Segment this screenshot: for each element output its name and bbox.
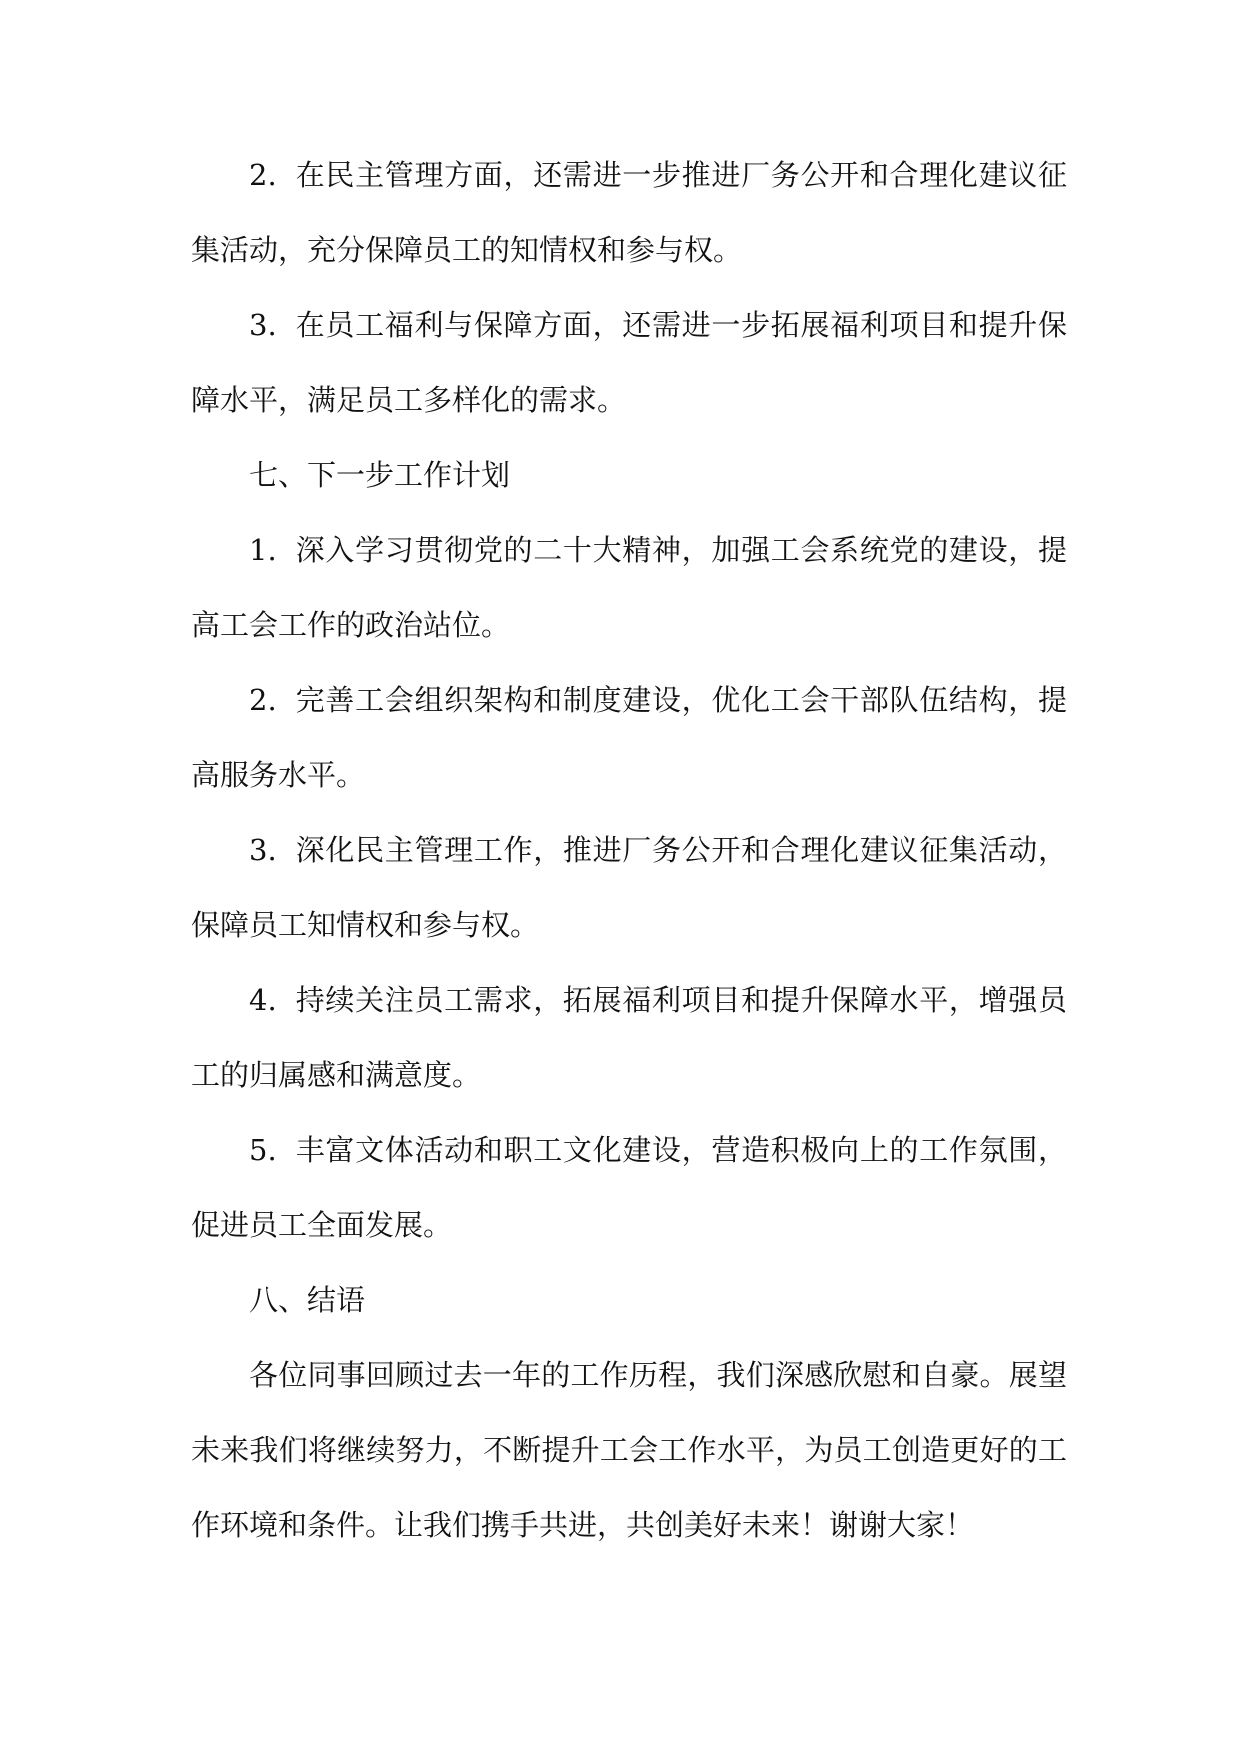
item-number: 2. [249,158,277,192]
list-item [191,138,1067,288]
document-body [191,138,1067,1563]
item-number: 1. [249,533,277,567]
item-number: 3. [249,308,277,342]
item-number: 4. [249,983,277,1017]
list-item [191,813,1067,963]
item-text: 持续关注员工需求，拓展福利项目和提升保障水平，增强员工的归属感和满意度。 [191,983,1067,1092]
section-heading-plan: 七、下一步工作计划 [249,458,511,492]
item-text: 完善工会组织架构和制度建设，优化工会干部队伍结构，提高服务水平。 [191,683,1067,792]
list-item [191,663,1067,813]
item-number: 2. [249,683,277,717]
list-item [191,513,1067,663]
item-number: 5. [249,1133,277,1167]
item-text: 丰富文体活动和职工文化建设，营造积极向上的工作氛围，促进员工全面发展。 [191,1133,1067,1242]
list-item [191,963,1067,1113]
item-text: 深入学习贯彻党的二十大精神，加强工会系统党的建设，提高工会工作的政治站位。 [191,533,1067,642]
item-text: 深化民主管理工作，推进厂务公开和合理化建议征集活动，保障员工知情权和参与权。 [191,833,1067,942]
closing-paragraph: 各位同事回顾过去一年的工作历程，我们深感欣慰和自豪。展望未来我们将继续努力，不断提升工会工作水平，为员工创造更好的工作环境和条件。让我们携手共进，共创美好未来！谢谢大家！ [191,1358,1067,1542]
item-number: 3. [249,833,277,867]
item-text: 在员工福利与保障方面，还需进一步拓展福利项目和提升保障水平，满足员工多样化的需求。 [191,308,1067,417]
section-heading-conclusion: 八、结语 [249,1283,366,1317]
item-text: 在民主管理方面，还需进一步推进厂务公开和合理化建议征集活动，充分保障员工的知情权和参与权。 [191,158,1067,267]
list-item [191,288,1067,438]
list-item [191,1113,1067,1263]
